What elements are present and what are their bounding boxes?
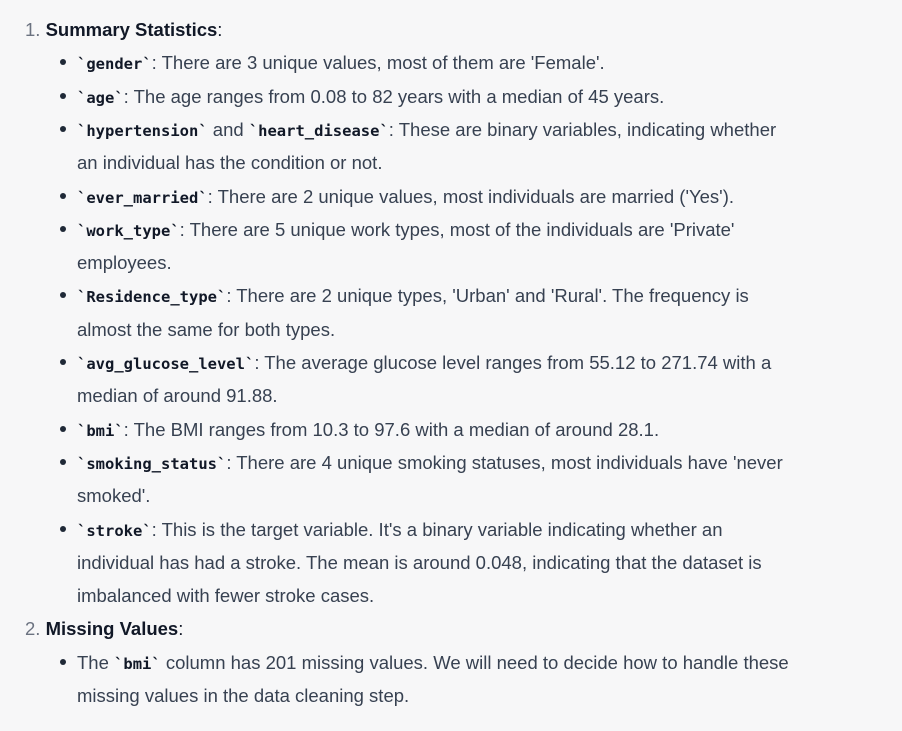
list-item-line: [77, 313, 335, 346]
section-title: Missing Values: [45, 618, 179, 640]
section-colon: :: [178, 618, 184, 640]
bullet-icon: [60, 126, 66, 132]
item-text: and: [207, 118, 249, 140]
list-item-line: [77, 46, 605, 79]
item-text: : This is the target variable. It's a binary variable indicating whether an: [151, 518, 723, 540]
bullet-icon: [60, 193, 66, 199]
item-text: : There are 2 unique values, most individuals are married ('Yes').: [207, 185, 735, 207]
item-text: : There are 4 unique smoking statuses, most individuals have 'never: [226, 451, 783, 473]
list-item-line: [77, 446, 783, 479]
variable-name: `bmi`: [77, 421, 124, 440]
list-item-line: [77, 346, 771, 379]
list-item-line: [77, 113, 776, 146]
list-item-line: [77, 213, 734, 246]
item-text: individual has had a stroke. The mean is around 0.048, indicating that the dataset is: [77, 551, 762, 573]
list-item-line: [77, 646, 789, 679]
list-item-line: [77, 80, 664, 113]
item-text: : The average glucose level ranges from 55.12 to 271.74 with a: [254, 352, 772, 373]
bullet-icon: [60, 659, 66, 665]
section-title: Summary Statistics: [45, 19, 218, 40]
section-heading: [25, 13, 222, 46]
bullet-icon: [60, 459, 66, 465]
item-text: smoked'.: [77, 485, 151, 507]
list-item-line: [77, 546, 762, 579]
item-text: almost the same for both types.: [77, 318, 336, 340]
item-text: imbalanced with fewer stroke cases.: [77, 585, 375, 607]
item-text: median of around 91.88.: [77, 385, 278, 407]
variable-name: `stroke`: [77, 521, 152, 540]
bullet-icon: [60, 59, 66, 65]
variable-name: `Residence_type`: [77, 288, 227, 307]
list-item-line: [77, 579, 374, 612]
list-item-line: [77, 379, 278, 412]
item-text: : There are 3 unique values, most of them are 'Female'.: [151, 52, 605, 74]
list-item-line: [77, 413, 659, 446]
item-text: employees.: [77, 252, 172, 274]
section-colon: :: [217, 19, 223, 40]
section-heading: [25, 612, 183, 645]
bullet-icon: [60, 226, 66, 232]
bullet-icon: [60, 359, 66, 365]
bullet-icon: [60, 526, 66, 532]
list-item-line: [77, 479, 150, 512]
variable-name: `avg_glucose_level`: [77, 355, 255, 373]
item-text: : These are binary variables, indicating whether: [388, 118, 777, 140]
variable-name: `age`: [77, 88, 124, 107]
variable-name: `ever_married`: [77, 188, 208, 207]
list-item-line: [77, 279, 749, 312]
item-text: : There are 5 unique work types, most of the individuals are 'Private': [179, 218, 735, 240]
list-item-line: [77, 679, 409, 712]
section-number: 2.: [25, 618, 46, 640]
list-item-line: [77, 180, 734, 213]
item-text: The: [77, 651, 115, 673]
variable-name: `work_type`: [77, 221, 180, 240]
list-item-line: [77, 246, 172, 279]
variable-name: `gender`: [77, 55, 152, 74]
item-text: column has 201 missing values. We will need to decide how to handle these: [160, 651, 789, 673]
list-item-line: [77, 146, 382, 179]
item-text: : The age ranges from 0.08 to 82 years with a median of 45 years.: [123, 85, 665, 107]
section-number: 1.: [25, 19, 46, 40]
variable-name: `heart_disease`: [248, 121, 389, 140]
bullet-icon: [60, 93, 66, 99]
variable-name: `hypertension`: [77, 121, 208, 140]
bullet-icon: [60, 292, 66, 298]
item-text: : The BMI ranges from 10.3 to 97.6 with a median of around 28.1.: [123, 418, 660, 440]
item-text: : There are 2 unique types, 'Urban' and 'Rural'. The frequency is: [226, 285, 749, 307]
item-text: an individual has the condition or not.: [77, 152, 383, 174]
bullet-icon: [60, 426, 66, 432]
item-text: missing values in the data cleaning step.: [77, 685, 410, 706]
list-item-line: [77, 513, 722, 546]
variable-name: `bmi`: [114, 654, 161, 673]
variable-name: `smoking_status`: [77, 454, 227, 473]
